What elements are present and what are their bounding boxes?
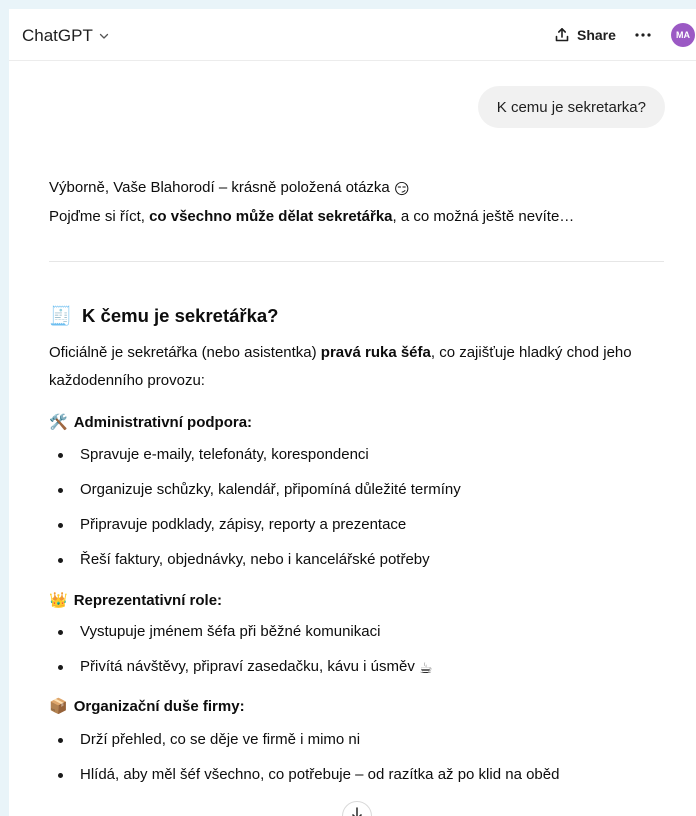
section-title-text: Reprezentativní role: [73, 591, 223, 609]
answer-intro [49, 339, 649, 395]
list-item: Organizuje schůzky, kalendář, připomíná důležité termíny [49, 479, 461, 514]
greeting-line-2-bold: co všechno může dělat sekretářka [149, 208, 393, 225]
share-icon [554, 27, 570, 43]
smirk-emoji-icon: 😏 [393, 181, 410, 198]
section-title-text: Administrativní podpora: [73, 413, 253, 431]
share-label: Share [577, 27, 616, 43]
arrow-down-icon [351, 807, 363, 816]
receipt-emoji-icon: 🧾 [49, 305, 73, 326]
list-item: Drží přehled, co se děje ve firmě i mimo ni [49, 729, 559, 764]
greeting-line-2-post: , a co možná ještě nevíte… [392, 208, 575, 225]
tools-emoji-icon: 🛠️ [49, 414, 68, 431]
ellipsis-icon [634, 32, 652, 38]
section-title-organizational [49, 697, 245, 715]
intro-bold: pravá ruka šéfa [320, 344, 431, 361]
user-message-text: K cemu je sekretarka? [496, 98, 646, 116]
organizational-list [49, 729, 559, 799]
list-item: Spravuje e-maily, telefonáty, korespondenci [49, 444, 461, 479]
model-label: ChatGPT [22, 26, 93, 45]
list-item-text: Přivítá návštěvy, připraví zasedačku, kávu i úsměv [80, 658, 415, 675]
package-emoji-icon: 📦 [49, 698, 68, 715]
assistant-greeting [49, 174, 574, 230]
chat-window [9, 9, 696, 816]
section-title-representative [49, 591, 222, 609]
section-title-administrative [49, 413, 252, 431]
list-item: Připravuje podklady, zápisy, reporty a prezentace [49, 514, 461, 549]
scroll-to-bottom-button[interactable] [342, 801, 372, 816]
model-selector[interactable] [22, 24, 109, 48]
answer-heading [49, 305, 278, 327]
intro-post: , co zajišťuje hladký chod jeho každodenního provozu: [49, 344, 632, 389]
greeting-line-2-pre: Pojďme si říct, [49, 208, 150, 225]
list-item: Řeší faktury, objednávky, nebo i kancelářské potřeby [49, 549, 461, 584]
intro-pre: Oficiálně je sekretářka (nebo asistentka) [49, 344, 321, 361]
chevron-down-icon [99, 31, 109, 41]
crown-emoji-icon: 👑 [49, 592, 68, 609]
administrative-list [49, 444, 461, 584]
section-divider [49, 261, 664, 262]
list-item: Vystupuje jménem šéfa při běžné komunikaci [49, 621, 432, 656]
more-options-button[interactable] [631, 23, 655, 47]
coffee-emoji-icon: ☕ [419, 660, 433, 677]
user-avatar[interactable]: MA [671, 23, 695, 47]
share-button[interactable] [554, 23, 616, 47]
section-title-text: Organizační duše firmy: [73, 697, 245, 715]
list-item: Hlídá, aby měl šéf všechno, co potřebuje – od razítka až po klid na oběd [49, 764, 559, 799]
user-message-bubble [478, 86, 665, 128]
answer-heading-text: K čemu je sekretářka? [82, 305, 279, 326]
list-item [49, 656, 432, 691]
top-bar [9, 9, 696, 61]
representative-list [49, 621, 432, 691]
greeting-line-1: Výborně, Vaše Blahorodí – krásně položená otázka [49, 179, 390, 196]
